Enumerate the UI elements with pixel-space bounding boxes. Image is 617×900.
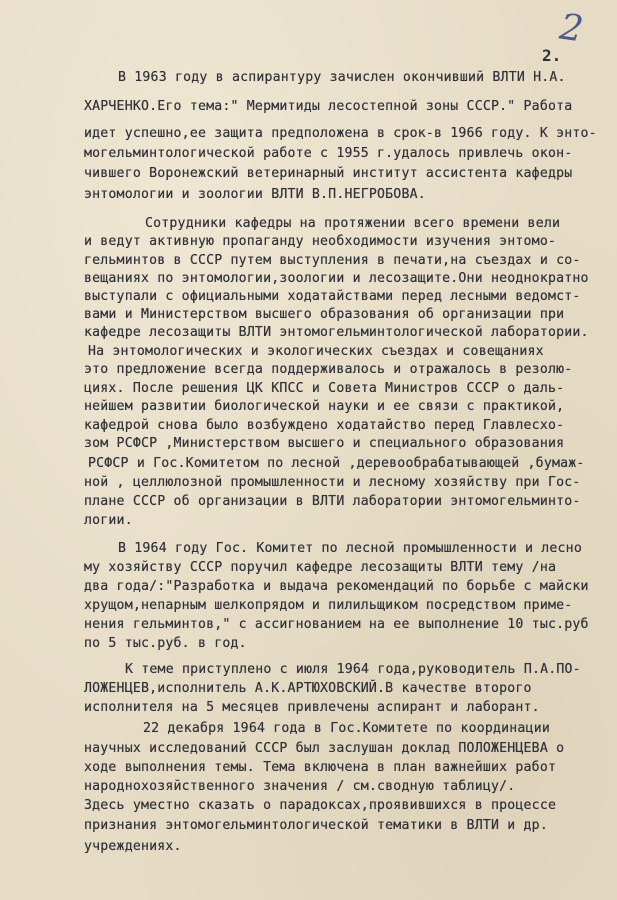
text-line: зом РСФСР ,Министерством высшего и специального образования [84, 436, 565, 451]
text-line: логии. [84, 513, 133, 528]
text-line: ХАРЧЕНКО.Его тема:" Мермитиды лесостепной зоны СССР." Работа [84, 99, 573, 114]
text-line: кафедре лесозащиты ВЛТИ энтомогельминтологической лаборатории. [84, 325, 589, 340]
text-line: Здесь уместно сказать о парадоксах,проявившихся в процессе [84, 798, 557, 813]
text-line: му хозяйству СССР поручил кафедре лесозащиты ВЛТИ тему /на [84, 560, 557, 575]
text-line: РСФСР и Гос.Комитетом по лесной ,деревообрабатывающей ,бумаж- [88, 456, 585, 471]
text-line: ходе выполнения темы. Тема включена в план важнейших работ [84, 760, 557, 775]
text-line: исполнителя на 5 месяцев привлечены аспирант и лаборант. [84, 700, 540, 715]
text-line: циях. После решения ЦК КПСС и Совета Министров СССР о даль- [84, 381, 565, 396]
text-line: нейшем развитии биологической науки и ее связи с практикой, [84, 399, 565, 414]
typed-page-number: 2. [542, 46, 562, 65]
text-line: по 5 тыс.руб. в год. [84, 636, 247, 651]
text-line: это предложение всегда поддерживалось и отражалось в резолю- [84, 362, 573, 377]
text-line: В 1963 году в аспирантуру зачислен окончивший ВЛТИ Н.А. [118, 70, 566, 85]
text-line: научных исследований СССР был заслушан доклад ПОЛОЖЕНЦЕВА о [84, 741, 565, 756]
text-line: нения гельминтов," с ассигнованием на ее выполнение 10 тыс.руб [84, 617, 589, 632]
text-line: гельминтов в СССР путем выступления в печати,на съездах и со- [84, 253, 581, 268]
text-line: чившего Воронежский ветеринарный институт ассистента кафедры [84, 166, 573, 181]
text-line: народнохозяйственного значения / см.сводную таблицу/. [84, 779, 516, 794]
text-line: энтомологии и зоологии ВЛТИ В.П.НЕГРОБОВА. [84, 187, 426, 202]
text-line: выступали с официальными ходатайствами перед лесными ведомст- [84, 289, 581, 304]
handwritten-page-number: 2 [557, 6, 586, 51]
text-line: два года/:"Разработка и выдача рекомендаций по борьбе с майски [84, 579, 589, 594]
text-line: могельминтологической работе с 1955 г.удалось привлечь окон- [84, 146, 573, 161]
text-line: В 1964 году Гос. Комитет по лесной промышленности и лесно [118, 541, 582, 556]
text-line: кафедрой снова было возбуждено ходатайство перед Главлесхо- [84, 418, 565, 433]
text-line: ной , целлюлозной промышленности и лесному хозяйству при Гос- [84, 475, 581, 490]
text-line: На энтомологических и экологических съездах и совещаниях [88, 344, 544, 359]
text-line: плане СССР об организации в ВЛТИ лаборатории энтомогельминто- [84, 494, 581, 509]
text-line: и ведут активную пропаганду необходимости изучения энтомо- [84, 234, 557, 249]
text-line: Сотрудники кафедры на протяжении всего времени вели [145, 216, 561, 231]
text-line: К теме приступлено с июля 1964 года,руководитель П.А.ПО- [125, 662, 581, 677]
text-line: признания энтомогельминтологической тематики в ВЛТИ и др. [84, 818, 548, 833]
text-line: идет успешно,ее защита предположена в срок-в 1966 году. К энто- [84, 126, 597, 141]
text-line: учреждениях. [84, 839, 182, 854]
text-line: вещаниях по энтомологии,зоологии и лесозащите.Они неоднократно [84, 271, 589, 286]
text-line: ЛОЖЕНЦЕВ,исполнитель А.К.АРТЮХОВСКИЙ.В качестве второго [84, 681, 532, 696]
text-line: вами и Министерством высшего образования об организации при [84, 307, 565, 322]
text-line: хрущом,непарным шелкопрядом и пилильщиком посредством приме- [84, 598, 573, 613]
text-line: 22 декабря 1964 года в Гос.Комитете по координации [143, 721, 550, 736]
